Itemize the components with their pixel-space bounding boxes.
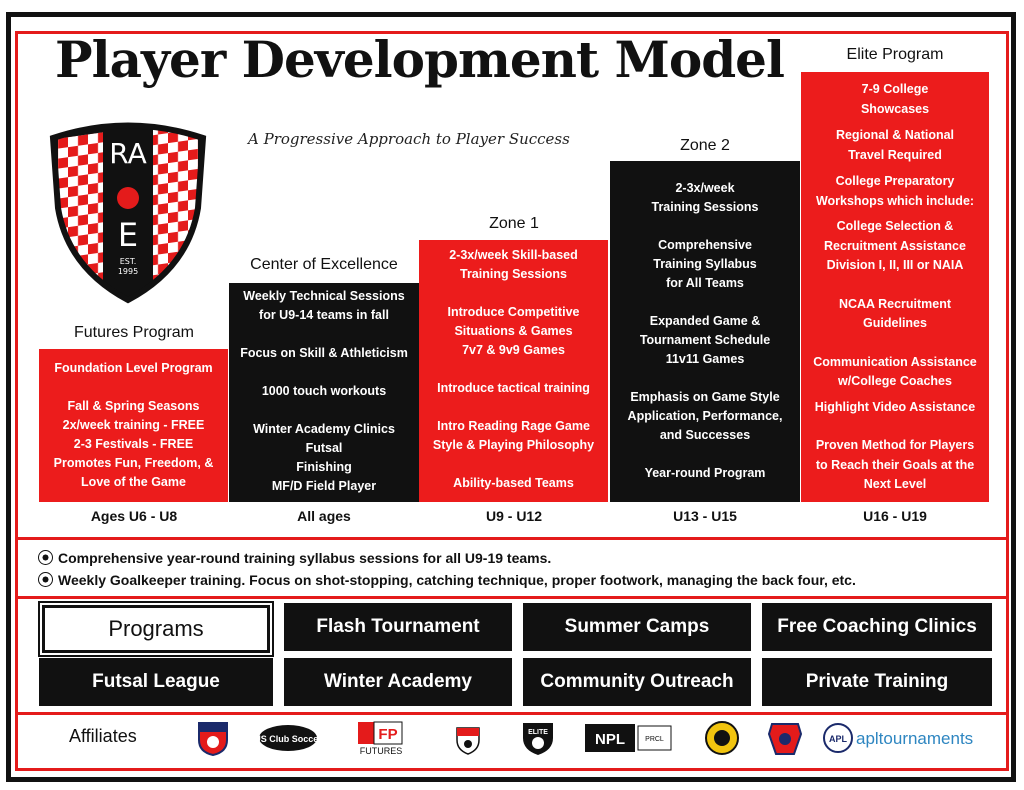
- elite-logo[interactable]: [520, 720, 556, 756]
- column-item: Winter Academy Clinics Futsal Finishing MF/D Field Player: [253, 422, 395, 493]
- us-soccer-logo[interactable]: [196, 720, 230, 756]
- age-label: U16 - U19: [863, 508, 927, 524]
- column-item: College Selection & Recruitment Assistance Division I, II, III or NAIA: [824, 219, 966, 272]
- column-item: Ability-based Teams: [453, 476, 574, 490]
- apl-tournaments-logo[interactable]: [822, 720, 977, 756]
- note-item: Weekly Goalkeeper training. Focus on shot-stopping, catching technique, proper footwork, managing the back four, etc.: [38, 569, 856, 591]
- elite-column: [801, 72, 989, 502]
- zone-label-zone2: Zone 2: [680, 137, 730, 154]
- zone-label-futures: Futures Program: [73, 324, 195, 341]
- summer-camps-button[interactable]: Summer Camps: [523, 603, 751, 651]
- svg-text:ELITE: ELITE: [528, 729, 548, 736]
- coe-column: [229, 283, 419, 502]
- column-item: 2-3x/week Training Sessions: [651, 181, 759, 214]
- age-label: U9 - U12: [485, 508, 543, 524]
- zone1-column: [419, 240, 608, 502]
- svg-text:EST.: EST.: [119, 257, 137, 266]
- zone-label-coe: Center of Excellence: [250, 256, 398, 273]
- svg-text:FP: FP: [378, 726, 398, 743]
- column-item: 1000 touch workouts: [261, 384, 387, 398]
- column-item: Weekly Technical Sessions for U9-14 teams in fall: [243, 289, 405, 322]
- winter-academy-button[interactable]: Winter Academy: [284, 658, 512, 706]
- column-item: Introduce Competitive Situations & Games 7v7 & 9v9 Games: [447, 305, 580, 357]
- column-item: Expanded Game & Tournament Schedule 11v11 Games: [639, 314, 771, 366]
- red-divider: [15, 712, 1009, 715]
- age-label: All ages: [297, 508, 351, 524]
- zone-label-elite: Elite Program: [846, 46, 944, 63]
- futures-column: [39, 349, 228, 502]
- crest-logo[interactable]: [453, 720, 483, 756]
- private-training-button[interactable]: Private Training: [762, 658, 992, 706]
- svg-text:NPL: NPL: [595, 731, 625, 748]
- red-divider: [15, 31, 18, 771]
- red-divider: [15, 537, 1009, 540]
- programs-button[interactable]: Programs: [42, 605, 270, 653]
- svg-text:apltournaments: apltournaments: [856, 729, 974, 748]
- column-item: Foundation Level Program: [54, 361, 213, 375]
- column-item: Year-round Program: [644, 466, 766, 480]
- column-item: 7-9 College Showcases: [860, 82, 930, 116]
- column-item: Communication Assistance w/College Coaches: [813, 354, 977, 388]
- column-item: Intro Reading Rage Game Style & Playing Philosophy: [432, 419, 595, 452]
- flash-tournament-button[interactable]: Flash Tournament: [284, 603, 512, 651]
- column-item: Fall & Spring Seasons 2x/week training - FREE 2-3 Festivals - FREE Promotes Fun, Freedom, & Love of the Game: [53, 399, 214, 489]
- svg-text:FUTURES: FUTURES: [359, 746, 403, 756]
- age-label: Ages U6 - U8: [90, 508, 178, 524]
- free-coaching-clinics-button[interactable]: Free Coaching Clinics: [762, 603, 992, 651]
- page-subtitle: A Progressive Approach to Player Success: [248, 130, 570, 148]
- note-item: Comprehensive year-round training syllabus sessions for all U9-19 teams.: [38, 547, 856, 569]
- column-item: Comprehensive Training Syllabus for All Teams: [653, 238, 757, 290]
- column-item: NCAA Recruitment Guidelines: [838, 296, 952, 330]
- gold-crest-logo[interactable]: [703, 720, 741, 756]
- column-item: Proven Method for Players to Reach their Goals at the Next Level: [815, 438, 975, 491]
- soccer-ball-icon: [38, 550, 53, 565]
- us-club-soccer-logo[interactable]: [254, 720, 322, 756]
- keystone-logo[interactable]: [766, 720, 804, 756]
- futsal-league-button[interactable]: Futsal League: [39, 658, 273, 706]
- futures-logo[interactable]: [356, 720, 406, 756]
- logo-text: E: [117, 216, 139, 254]
- zone-label-zone1: Zone 1: [489, 215, 539, 232]
- column-item: Highlight Video Assistance: [814, 399, 976, 414]
- column-item: College Preparatory Workshops which include:: [815, 174, 975, 208]
- rage-logo: [48, 118, 208, 303]
- svg-text:APL: APL: [829, 734, 847, 744]
- svg-text:1995: 1995: [117, 267, 139, 276]
- svg-text:PRCL: PRCL: [645, 736, 664, 743]
- column-item: Focus on Skill & Athleticism: [240, 346, 408, 360]
- affiliates-label: Affiliates: [69, 726, 137, 746]
- column-item: 2-3x/week Skill-based Training Sessions: [449, 248, 578, 281]
- column-item: Regional & National Travel Required: [835, 128, 955, 162]
- training-notes: [38, 547, 856, 591]
- soccer-ball-icon: [38, 572, 53, 587]
- red-divider: [1006, 31, 1009, 771]
- red-divider: [15, 768, 1009, 771]
- logo-text: RA: [109, 137, 147, 170]
- red-divider: [15, 596, 1009, 599]
- npl-logo[interactable]: [585, 720, 673, 756]
- svg-text:US Club Soccer: US Club Soccer: [254, 734, 322, 744]
- page-title: Player Development Model: [55, 30, 784, 89]
- column-item: Emphasis on Game Style Application, Performance, and Successes: [627, 390, 783, 442]
- age-label: U13 - U15: [673, 508, 737, 524]
- community-outreach-button[interactable]: Community Outreach: [523, 658, 751, 706]
- zone2-column: [610, 161, 800, 502]
- column-item: Introduce tactical training: [437, 381, 590, 395]
